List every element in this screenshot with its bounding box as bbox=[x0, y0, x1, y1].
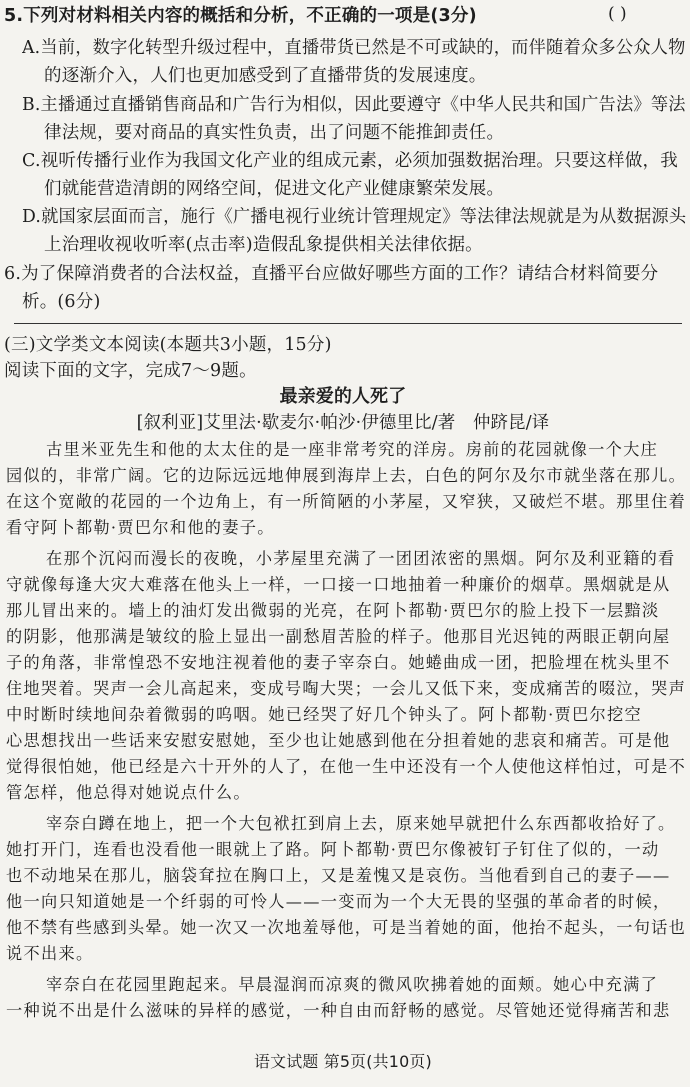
story-line: 住地哭着。哭声一会儿高起来，变成号啕大哭；一会儿又低下来，变成痛苦的啜泣，哭声 bbox=[6, 679, 687, 698]
story-line: 他一向只知道她是一个纤弱的可怜人——一变而为一个大无畏的坚强的革命者的时候， bbox=[6, 892, 671, 911]
section-divider bbox=[14, 323, 682, 324]
story-line: 管怎样，他总得对她说点什么。 bbox=[6, 783, 251, 802]
story-title: 最亲爱的人死了 bbox=[279, 386, 407, 407]
q5-option-c-line1: C.视听传播行业作为我国文化产业的组成元素，必须加强数据治理。只要这样做，我 bbox=[22, 151, 678, 171]
story-line: 她打开门，连看也没看他一眼就上了路。阿卜都勒·贾巴尔像被钉子钉住了似的，一动 bbox=[6, 840, 660, 859]
story-line: 也不动地呆在那儿，脑袋耷拉在胸口上，又是羞愧又是哀伤。当他看到自己的妻子—— bbox=[6, 866, 671, 885]
q5-option-a-line1: A.当前，数字化转型升级过程中，直播带货已然是不可或缺的，而伴随着众多公众人物 bbox=[22, 38, 686, 58]
story-line: 他不禁有些感到头晕。她一次又一次地羞辱他，可是当着她的面，他抬不起头，一句话也 bbox=[6, 918, 687, 937]
q6-line2: 析。(6分) bbox=[22, 292, 101, 312]
story-line: 看守阿卜都勒·贾巴尔和他的妻子。 bbox=[6, 518, 275, 537]
q5-option-b-line2: 律法规，要对商品的真实性负责，出了问题不能推卸责任。 bbox=[44, 123, 505, 143]
q5-answer-blank: ( ) bbox=[608, 4, 627, 24]
story-line: 宰奈白在花园里跑起来。早晨湿润而凉爽的微风吹拂着她的面颊。她心中充满了 bbox=[46, 975, 659, 994]
section-heading: (三)文学类文本阅读(本题共3小题，15分) bbox=[4, 335, 332, 355]
story-line: 在这个宽敞的花园的一个边角上，有一所简陋的小茅屋，又窄狭，又破烂不堪。那里住着 bbox=[6, 492, 687, 511]
q5-stem: 5.下列对材料相关内容的概括和分析，不正确的一项是(3分) bbox=[4, 6, 477, 26]
story-line: 那儿冒出来的。墙上的油灯发出微弱的光亮，在阿卜都勒·贾巴尔的脸上投下一层黯淡 bbox=[6, 601, 660, 620]
story-line: 觉得很怕她，他已经是六十开外的人了，在他一生中还没有一个人使他这样怕过，可是不 bbox=[6, 757, 687, 776]
story-byline: [叙利亚]艾里法·歇麦尔·帕沙·伊德里比/著 仲跻昆/译 bbox=[136, 413, 550, 433]
story-line: 子的角落，非常惶恐不安地注视着他的妻子宰奈白。她蜷曲成一团，把脸埋在枕头里不 bbox=[6, 653, 671, 672]
story-line: 一种说不出是什么滋味的异样的感觉，一种自由而舒畅的感觉。尽管她还觉得痛苦和悲 bbox=[6, 1001, 671, 1020]
story-line: 的阴影，他那满是皱纹的脸上显出一副愁眉苦脸的样子。他那目光迟钝的两眼正朝向屋 bbox=[6, 627, 671, 646]
page-footer: 语文试题 第5页(共10页) bbox=[254, 1052, 432, 1071]
q5-option-c-line2: 们就能营造清朗的网络空间，促进文化产业健康繁荣发展。 bbox=[44, 179, 505, 199]
story-line: 古里米亚先生和他的太太住的是一座非常考究的洋房。房前的花园就像一个大庄 bbox=[46, 440, 659, 459]
section-instruction: 阅读下面的文字，完成7～9题。 bbox=[4, 361, 257, 381]
story-line: 心思想找出一些话来安慰安慰她，至少也让她感到他在分担着她的悲哀和痛苦。可是他 bbox=[6, 731, 671, 750]
story-line: 守就像每逢大灾大难落在他头上一样，一口接一口地抽着一种廉价的烟草。黑烟就是从 bbox=[6, 575, 671, 594]
q5-option-b-line1: B.主播通过直播销售商品和广告行为相似，因此要遵守《中华人民共和国广告法》等法 bbox=[22, 95, 686, 115]
story-line: 说不出来。 bbox=[6, 944, 94, 963]
q5-option-a-line2: 的逐渐介入，人们也更加感受到了直播带货的发展速度。 bbox=[44, 66, 487, 86]
q6-line1: 6.为了保障消费者的合法权益，直播平台应做好哪些方面的工作？请结合材料简要分 bbox=[4, 264, 659, 284]
q5-option-d-line1: D.就国家层面而言，施行《广播电视行业统计管理规定》等法律法规就是为从数据源头 bbox=[22, 207, 687, 227]
story-line: 园似的，非常广阔。它的边际远远地伸展到海岸上去，白色的阿尔及尔市就坐落在那儿。 bbox=[6, 466, 687, 485]
story-line: 宰奈白蹲在地上，把一个大包袱扛到肩上去，原来她早就把什么东西都收拾好了。 bbox=[46, 814, 676, 833]
story-line: 在那个沉闷而漫长的夜晚，小茅屋里充满了一团团浓密的黑烟。阿尔及利亚籍的看 bbox=[46, 549, 676, 568]
story-line: 中时断时续地间杂着微弱的呜咽。她已经哭了好几个钟头了。阿卜都勒·贾巴尔挖空 bbox=[6, 705, 642, 724]
q5-option-d-line2: 上治理收视收听率(点击率)造假乱象提供相关法律依据。 bbox=[44, 235, 483, 255]
